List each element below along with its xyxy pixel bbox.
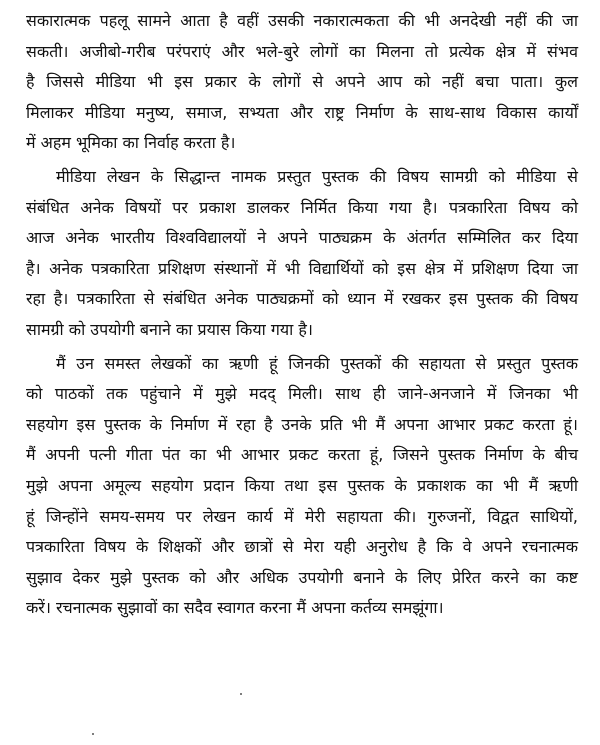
text-line: मिलाकर मीडिया मनुष्य, समाज, सभ्यता और राष्ट्र निर्माण के साथ-साथ विकास कार्यों [26,102,578,122]
text-line: पत्रकारिता विषय के शिक्षकों और छात्रों से मेरा यही अनुरोध है कि वे अपने रचनात्मक [26,537,578,557]
text-line: है। अनेक पत्रकारिता प्रशिक्षण संस्थानों में भी विद्यार्थियों को इस क्षेत्र में प्रशिक्षण दिया जा [26,258,578,278]
text-line: को पाठकों तक पहुंचाने में मुझे मदद् मिली। साथ ही जाने-अनजाने में जिनका भी [26,384,578,404]
paragraph-3 [26,349,578,624]
text-line: है जिससे मीडिया भी इस प्रकार के लोगों से अपने आप को नहीं बचा पाता। कुल [26,72,578,92]
paragraph-1 [26,6,578,159]
text-line: मीडिया लेखन के सिद्धान्त नामक प्रस्तुत पुस्तक की विषय सामग्री को मीडिया से [56,166,578,186]
scan-speck [92,733,94,735]
text-line: सुझाव देकर मुझे पुस्तक को और अधिक उपयोगी बनाने के लिए प्रेरित करने का कष्ट [26,567,578,587]
text-line: मुझे अपना अमूल्य सहयोग प्रदान किया तथा इस पुस्तक के प्रकाशक का भी मैं ऋणी [26,475,578,495]
scan-speck [240,693,242,695]
paragraph-2 [26,162,578,346]
body-text [26,6,578,624]
text-line: आज अनेक भारतीय विश्वविद्यालयों ने अपने पाठ्यक्रम के अंतर्गत सम्मिलित कर दिया [26,228,578,248]
text-line: सकारात्मक पहलू सामने आता है वहीं उसकी नकारात्मकता की भी अनदेखी नहीं की जा [26,11,578,30]
text-line: मैं उन समस्त लेखकों का ऋणी हूं जिनकी पुस्तकों की सहायता से प्रस्तुत पुस्तक [56,353,578,373]
text-line: सकती। अजीबो-गरीब परंपराएं और भले-बुरे लोगों का मिलना तो प्रत्येक क्षेत्र में संभव [26,41,578,61]
text-line: हूं जिन्होंने समय-समय पर लेखन कार्य में मेरी सहायता की। गुरुजनों, विद्वत साथियों, [26,506,578,526]
text-line: रहा है। पत्रकारिता से संबंधित अनेक पाठ्यक्रमों को ध्यान में रखकर इस पुस्तक की विषय [26,289,578,309]
text-line: सामग्री को उपयोगी बनाने का प्रयास किया गया है। [26,319,313,339]
text-line: सहयोग इस पुस्तक के निर्माण में रहा है उनके प्रति भी मैं अपना आभार प्रकट करता हूं। [26,414,578,434]
text-line: मैं अपनी पत्नी गीता पंत का भी आभार प्रकट करता हूं, जिसने पुस्तक निर्माण के बीच [26,445,578,465]
text-line: में अहम भूमिका का निर्वाह करता है। [26,133,236,153]
text-line: करें। रचनात्मक सुझावों का सदैव स्वागत करना मैं अपना कर्तव्य समझूंगा। [26,598,444,618]
text-line: संबंधित अनेक विषयों पर प्रकाश डालकर निर्मित किया गया है। पत्रकारिता विषय को [26,197,578,217]
